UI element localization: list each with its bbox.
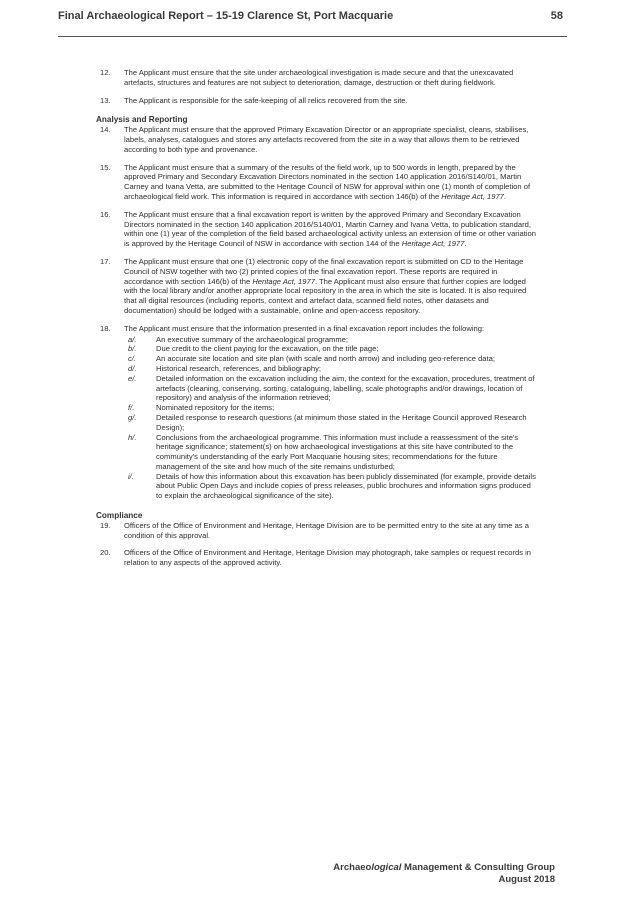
condition-text: The Applicant must ensure that the approved Primary Excavation Director or an appropriate specialist, cleans, stabilises, labels, analyses, catalogues and stores any artefacts recovered from the site in a way that allows them to be retrieved according to both type and provenance. [124, 125, 529, 154]
list-item: e/. Detailed information on the excavation including the aim, the context for the excavation, procedures, treatment of artefacts (cleaning, conserving, sorting, cataloguing, labelling, scale photographs and/or drawings, location of repository) and analysis of the information retrieved; [128, 373, 535, 403]
act-citation: Heritage Act, 1977 [441, 191, 504, 201]
condition-15: 15. The Applicant must ensure that a summary of the results of the field work, up to 500 words in length, prepared by the approved Primary and Secondary Excavation Directors nominated in the section 140 application 2016/S140/01, Martin Carney and Ivana Vetta, are submitted to the Heritage Council of NSW for approval within one (1) month of completion of archaeological field work. This information is required in accordance with section 146(b) of the Heritage Act, 1977. [100, 162, 531, 201]
list-item: h/. Conclusions from the archaeological programme. This information must include a reassessment of the site's heritage significance; statement(s) on how archaeological investigations at this site have contributed to the community's understanding of the early Port Macquarie housing sites; recommendations for the future management of the site and how much of the site remains undisturbed; [128, 432, 519, 471]
condition-text: The Applicant must ensure that one (1) electronic copy of the final excavation report is submitted on CD to the Heritage Council of NSW together with two (2) printed copies of the final excavation report. These reports are required in accordance with section 146(b) of the [124, 256, 524, 286]
condition-text: The Applicant must ensure that a final excavation report is written by the approved Primary and Secondary Excavation Directors nominated in the section 140 application 2016/S140/01, Martin Carney and Ivana Vetta, to publication standard, within one (1) year of the completion of the field based archaeological activity unless an extension of time or other variation is approved by the Heritage Council of NSW in accordance with section 144 of the [124, 209, 536, 249]
condition-20: 20. Officers of the Office of Environment and Heritage, Heritage Division may photograph, take samples or request records in relation to any aspects of the approved activity. [100, 548, 532, 568]
condition-text: Officers of the Office of Environment and Heritage, Heritage Division may photograph, take samples or request records in relation to any aspects of the approved activity. [124, 548, 532, 568]
organisation-name: Archaeological Management & Consulting Group [333, 862, 555, 873]
condition-text: Officers of the Office of Environment and Heritage, Heritage Division are to be permitted entry to the site at any time as a condition of this approval. [124, 520, 529, 540]
act-citation: Heritage Act, 1977 [252, 276, 315, 286]
page-content [96, 68, 536, 576]
condition-19: 19. Officers of the Office of Environment and Heritage, Heritage Division are to be permitted entry to the site at any time as a condition of this approval. [100, 520, 529, 540]
condition-12: 12. The Applicant must ensure that the site under archaeological investigation is made secure and that the unexcavated artefacts, structures and features are not subject to deterioration, damage, destruction or theft during fieldwork. [100, 68, 514, 87]
condition-16: 16. The Applicant must ensure that a final excavation report is written by the approved Primary and Secondary Excavation Directors nominated in the section 140 application 2016/S140/01, Martin Carney and Ivana Vetta, to publication standard, within one (1) year of the completion of the field based archaeological activity unless an extension of time or other variation is approved by the Heritage Council of NSW in accordance with section 144 of the Heritage Act, 1977. [100, 209, 536, 249]
condition-13: 13. The Applicant is responsible for the safe-keeping of all relics recovered from the site. [100, 95, 408, 105]
list-item: c/. An accurate site location and site plan (with scale and north arrow) and including geo-reference data; [128, 354, 495, 364]
condition-17: 17. The Applicant must ensure that one (1) electronic copy of the final excavation report is submitted on CD to the Heritage Council of NSW together with two (2) printed copies of the final excavation report. These reports are required in accordance with section 146(b) of the Heritage Act, 1977. The Applicant must also ensure that further copies are lodged with the local library and/or another appropriate local repository in the area in which the site is located. It is also required that all digital resources (including reports, context and artefact data, scanned field notes, other datasets and documentation) should be lodged with a sustainable, online and open-access repository. [100, 256, 527, 315]
page-header [58, 10, 563, 22]
list-item: g/. Detailed response to research questions (at minimum those stated in the Heritage Council approved Research Design); [128, 412, 527, 432]
condition-intro: The Applicant must ensure that the information presented in a final excavation report includes the following: [124, 323, 485, 333]
report-title: Final Archaeological Report – 15-19 Clarence St, Port Macquarie [58, 10, 394, 22]
list-item: f/. Nominated repository for the items; [128, 403, 275, 413]
list-item: d/. Historical research, references, and bibliography; [128, 363, 322, 373]
condition-text: The Applicant is responsible for the safe-keeping of all relics recovered from the site. [124, 95, 408, 105]
report-requirements-list [124, 335, 536, 502]
page-footer [333, 862, 555, 886]
report-date: August 2018 [498, 874, 555, 885]
list-item: a/. An executive summary of the archaeological programme; [128, 334, 349, 344]
section-heading-compliance: Compliance [96, 511, 143, 521]
list-item: i/. Details of how this information about this excavation has been publicly disseminated (for example, provide details about Public Open Days and include copies of press releases, public brochures and information signs produced to explain the archaeological significance of the site). [128, 471, 536, 501]
header-divider [58, 36, 567, 37]
act-citation: Heritage Act, 1977 [401, 239, 465, 249]
section-heading-analysis: Analysis and Reporting [96, 115, 188, 125]
condition-14: 14. The Applicant must ensure that the approved Primary Excavation Director or an appropriate specialist, cleans, stabilises, labels, analyses, catalogues and stores any artefacts recovered from the site in a way that allows them to be retrieved according to both type and provenance. [100, 125, 529, 154]
condition-text: The Applicant must ensure that a summary of the results of the field work, up to 500 words in length, prepared by the approved Primary and Secondary Excavation Directors nominated in the section 140 application 2016/S140/01, Martin Carney and Ivana Vetta, are submitted to the Heritage Council of NSW for approval within one (1) month of completion of archaeological field work. This information is required in accordance with section 146(b) of the [124, 162, 531, 201]
page-number: 58 [550, 10, 563, 22]
list-item: b/. Due credit to the client paying for the excavation, on the title page; [128, 344, 379, 354]
condition-18: 18. The Applicant must ensure that the information presented in a final excavation report includes the following: a/. An executive summary of the archaeological programme; b/. Due credit to the client paying for the excavation, on the title page; c/. An accurate site location and site plan (with scale and north arrow) and including geo-reference data; d/. Historical research, references, and bibliography; e/. Detailed information on the excavation including the aim, the context for the excavation, procedures, treatment of artefacts (cleaning, conserving, sorting, cataloguing, labelling, scale photographs and/or drawings, location of repository) and analysis of the information retrieved; f/. Nominated repository for the items; g/. Detailed response to research questions (at minimum those stated in the Heritage Council approved Research Design); h/. Conclusions from the archaeological programme. This information must include a reassessment of the site's heritage significance; statement(s) on how archaeological investigations at this site have contributed to the community's understanding of the early Port Macquarie housing sites; recommendations for the future management of the site and how much of the site remains undisturbed; i/. Details of how this information about this excavation has been publicly disseminated (for example, provide details about Public Open Days and include copies of press releases, public brochures and information signs produced to explain the archaeological significance of the site). [100, 323, 536, 501]
condition-text: The Applicant must ensure that the site under archaeological investigation is made secure and that the unexcavated artefacts, structures and features are not subject to deterioration, damage, destruction or theft during fieldwork. [124, 68, 514, 87]
